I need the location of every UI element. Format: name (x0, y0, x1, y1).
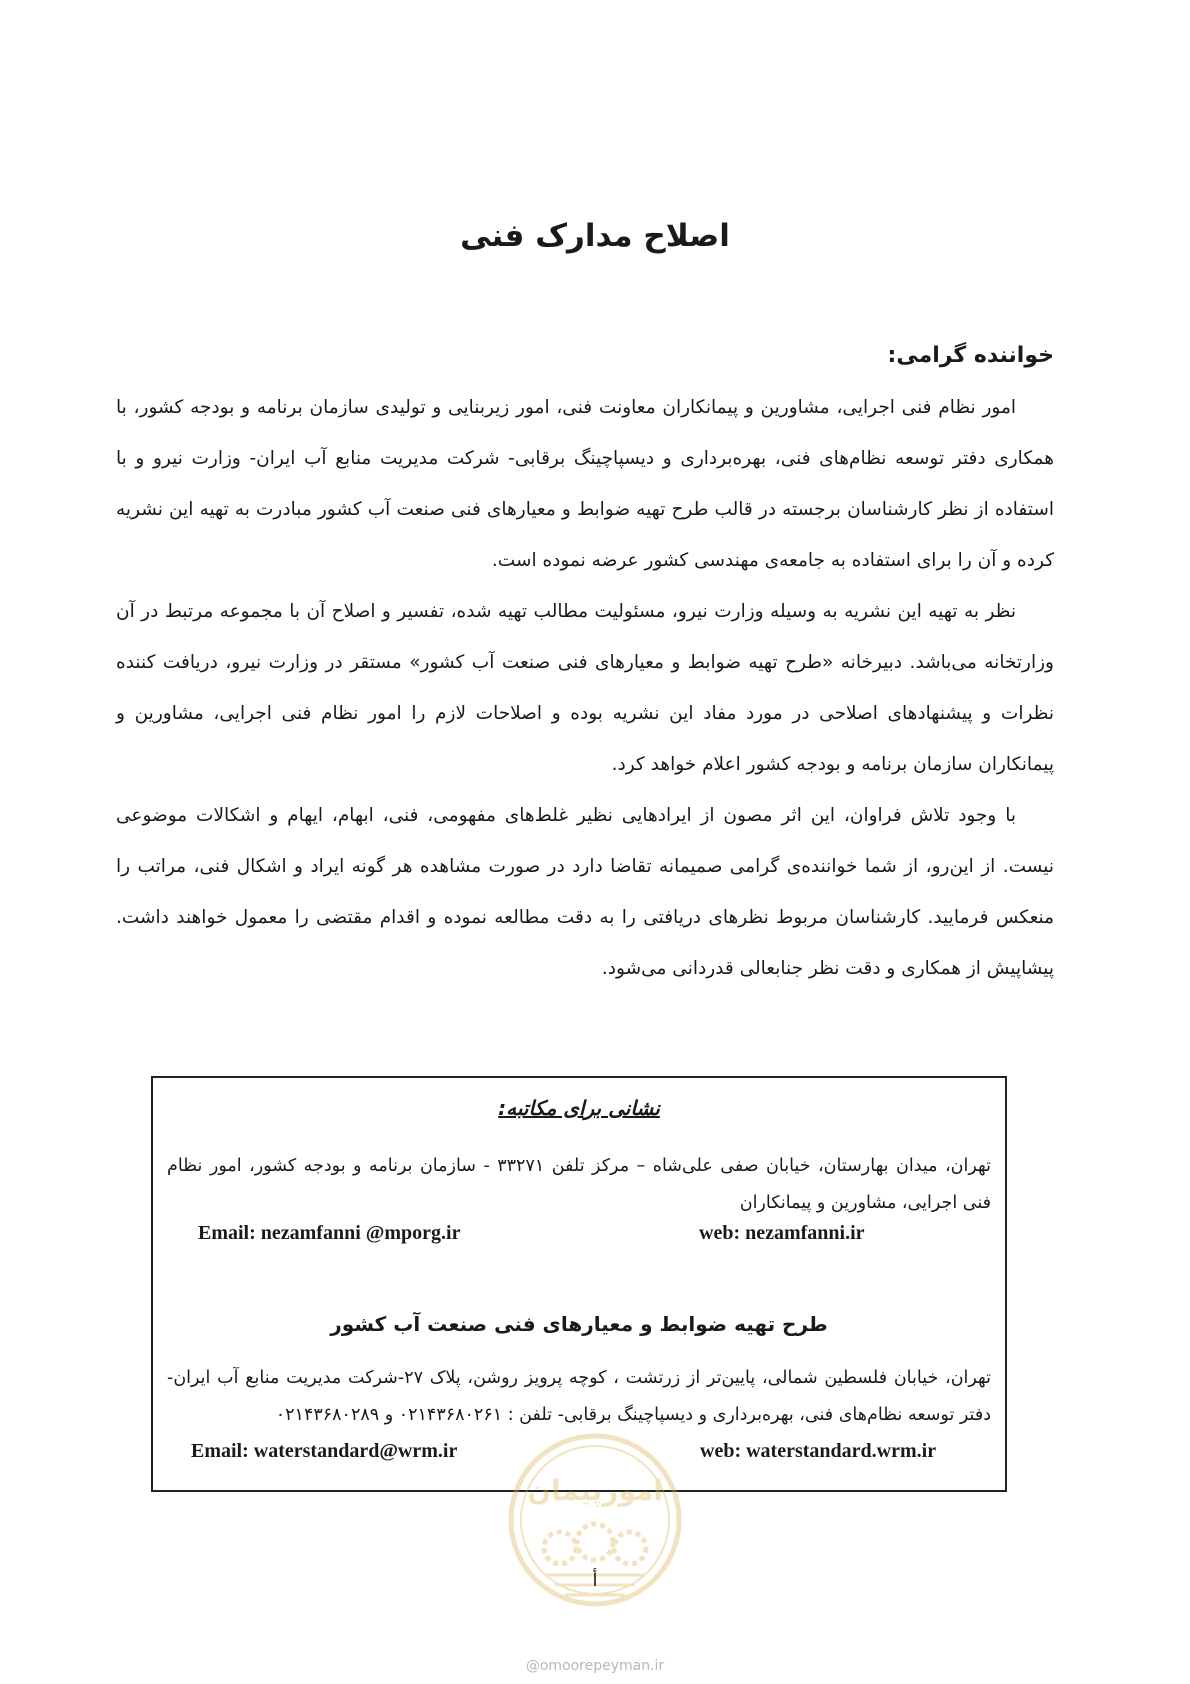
contact-heading: نشانی برای مکاتبه: (498, 1096, 660, 1120)
page-number: أ (592, 1570, 598, 1591)
project-web[interactable]: web: waterstandard.wrm.ir (700, 1440, 937, 1462)
paragraph-3: با وجود تلاش فراوان، این اثر مصون از ایرادهایی نظیر غلط‌های مفهومی، فنی، ابهام، ایهام و اشکالات موضوعی نیست. از این‌رو، از شما خواننده‌ی گرامی صمیمانه تقاضا دارد در صورت مشاهده هر گونه ایراد و اشکال فنی، مراتب را منعکس فرمایید. کارشناسان مربوط نظرهای دریافتی را به دقت مطالعه نموده و اقدام مقتضی را معمول خواهند داشت. پیشاپیش از همکاری و دقت نظر جنابعالی قدردانی می‌شود. (116, 805, 1054, 979)
watermark-logo-text: امورپیمان (527, 1474, 663, 1507)
body-text (116, 336, 1054, 994)
project-address: تهران، خیابان فلسطین شمالی، پایین‌تر از زرتشت ، کوچه پرویز روشن، پلاک ۲۷-شرکت مدیریت منابع آب ایران- دفتر توسعه نظام‌های فنی، بهره‌برداری و دیسپاچینگ برقابی- تلفن : ۰۲۱۴۳۶۸۰۲۶۱ و ۰۲۱۴۳۶۸۰۲۸۹ (167, 1368, 991, 1425)
greeting: خواننده گرامی: (887, 343, 1054, 368)
project-email[interactable]: Email: waterstandard@wrm.ir (191, 1440, 458, 1462)
paragraph-2: نظر به تهیه این نشریه به وسیله وزارت نیرو، مسئولیت مطالب تهیه شده، تفسیر و اصلاح آن با مجموعه مرتبط در آن وزارتخانه می‌باشد. دبیرخانه «طرح تهیه ضوابط و معیارهای فنی صنعت آب کشور» مستقر در وزارت نیرو، دریافت کننده نظرات و پیشنهادهای اصلاحی در مورد مفاد این نشریه بوده و اصلاحات لازم را امور نظام فنی اجرایی، مشاورین و پیمانکاران سازمان برنامه و بودجه کشور اعلام خواهد کرد. (116, 601, 1054, 775)
contact-email[interactable]: Email: nezamfanni @mporg.ir (198, 1222, 461, 1244)
watermark-site: @omoorepeyman.ir (525, 1658, 665, 1674)
contact-web[interactable]: web: nezamfanni.ir (699, 1222, 865, 1244)
project-heading: طرح تهیه ضوابط و معیارهای فنی صنعت آب کشور (330, 1312, 828, 1336)
paragraph-1: امور نظام فنی اجرایی، مشاورین و پیمانکاران معاونت فنی، امور زیربنایی و تولیدی سازمان برنامه و بودجه کشور، با همکاری دفتر توسعه نظام‌های فنی، بهره‌برداری و دیسپاچینگ برقابی- شرکت مدیریت منابع آب ایران- وزارت نیرو و با استفاده از نظر کارشناسان برجسته در قالب طرح تهیه ضوابط و معیارهای فنی صنعت آب کشور مبادرت به تهیه این نشریه کرده و آن را برای استفاده به جامعه‌ی مهندسی کشور عرضه نموده است. (116, 397, 1054, 571)
page-title: اصلاح مدارک فنی (460, 218, 730, 254)
contact-address: تهران، میدان بهارستان، خیابان صفی علی‌شاه – مرکز تلفن ۳۳۲۷۱ - سازمان برنامه و بودجه کشور، امور نظام فنی اجرایی، مشاورین و پیمانکاران (167, 1156, 991, 1213)
